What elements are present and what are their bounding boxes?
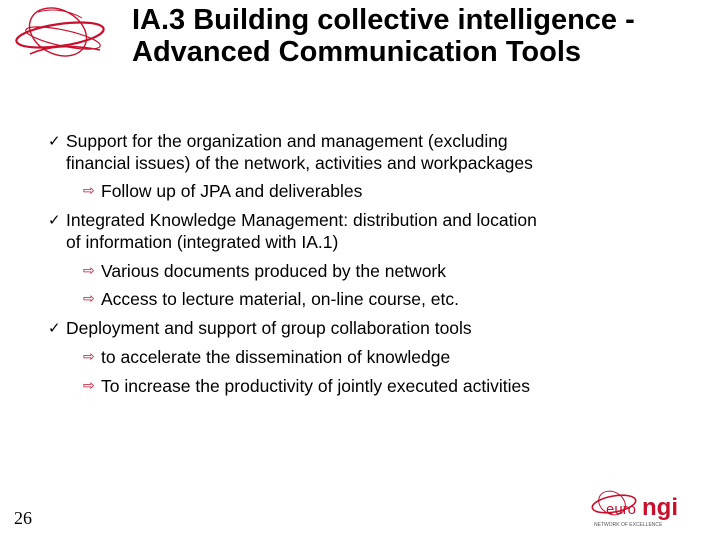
slide-title-line-1: IA.3 Building collective intelligence - [132,4,635,36]
bullet-text: Integrated Knowledge Management: distribution and location [66,210,537,230]
logo-text-ngi: ngi [642,494,678,521]
hollow-arrow-right-icon: ⇨ [83,183,95,199]
bullet-text: financial issues) of the network, activities and workpackages [66,153,533,173]
bullet-text: of information (integrated with IA.1) [66,232,339,252]
sub-bullet-text: To increase the productivity of jointly executed activities [101,376,530,396]
bullet-text: Deployment and support of group collaboration tools [66,318,472,338]
slide-title [132,4,712,68]
hollow-arrow-right-icon: ⇨ [83,291,95,307]
page-number: 26 [14,508,32,528]
sub-bullet-text: Various documents produced by the network [101,261,447,281]
eurongi-logo [588,488,696,530]
sub-bullet-text: Access to lecture material, on-line course, etc. [101,289,459,309]
eurongi-swirl-logo [8,2,118,66]
hollow-arrow-right-icon: ⇨ [83,263,95,279]
logo-tagline: NETWORK OF EXCELLENCE [594,522,663,528]
hollow-arrow-right-icon: ⇨ [83,349,95,365]
checkmark-icon: ✓ [48,319,61,337]
bullet-text: Support for the organization and management (excluding [66,131,508,151]
checkmark-icon: ✓ [48,211,61,229]
sub-bullet-text: Follow up of JPA and deliverables [101,181,363,201]
checkmark-icon: ✓ [48,132,61,150]
hollow-arrow-right-icon: ⇨ [83,378,95,394]
logo-text-euro: euro [606,501,637,518]
slide-title-line-2: Advanced Communication Tools [132,36,582,68]
sub-bullet-text: to accelerate the dissemination of knowledge [101,347,451,367]
